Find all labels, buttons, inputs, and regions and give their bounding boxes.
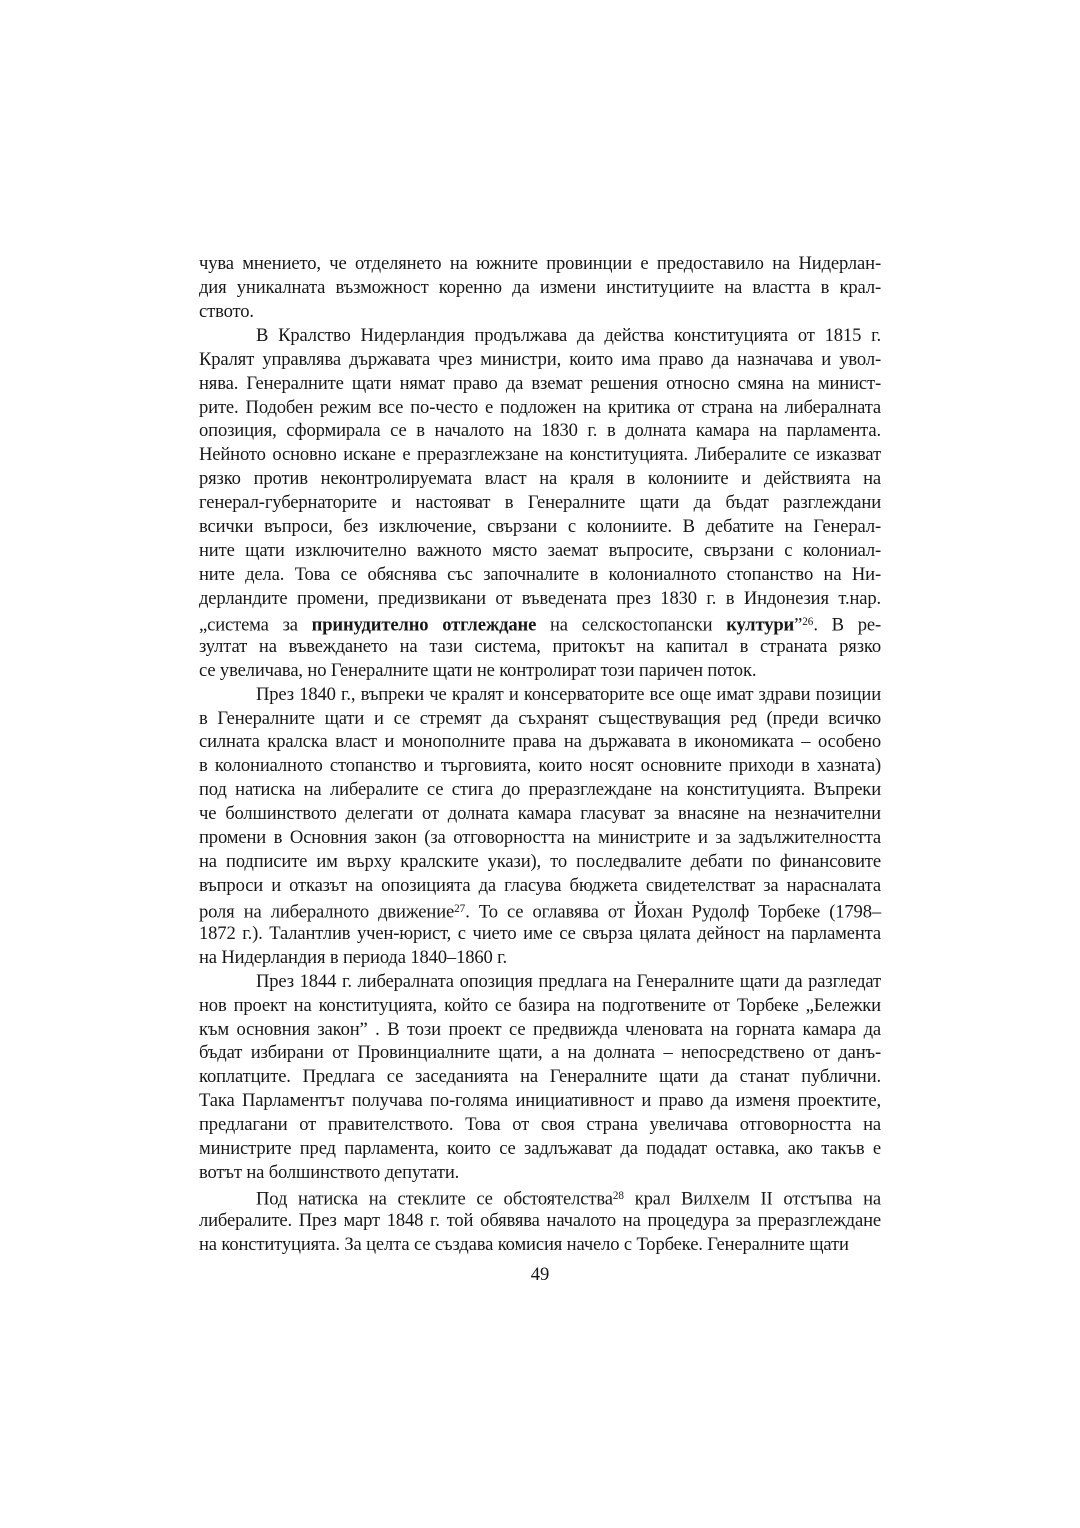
text-line-runs — [199, 1018, 881, 1042]
text-line-runs — [199, 778, 881, 802]
text-run: на селскостопански — [536, 614, 727, 636]
text-line — [199, 276, 881, 300]
page-number: 49 — [530, 1264, 550, 1285]
text-line — [199, 1113, 881, 1137]
text-line — [199, 778, 881, 802]
page-text — [199, 252, 881, 1257]
text-run: на конституцията. За целта се създава комисия начело с Торбеке. Генералните щати — [199, 1233, 849, 1255]
text-run: чува мнението, че отделянето на южните провинции е предоставило на Нидерлан- — [199, 253, 881, 274]
text-line-runs — [199, 826, 881, 850]
text-line-runs — [199, 1113, 881, 1137]
text-line-runs — [199, 300, 254, 324]
text-line-runs — [199, 1209, 881, 1233]
text-line — [199, 491, 881, 515]
text-line — [199, 707, 881, 731]
text-run: към основния закон” . В този проект се предвижда членовата на горната камара да — [199, 1018, 881, 1040]
text-line-runs — [199, 1041, 881, 1065]
text-line — [199, 1065, 881, 1089]
text-run: в колониалното стопанство и търговията, които носят основните приходи в хазната) — [199, 755, 881, 777]
text-run: ните дела. Това се обяснява със започналите в колониалното стопанство на Ни- — [199, 563, 881, 585]
text-run: Така Парламентът получава по-голяма инициативност и право да изменя проектите, — [199, 1090, 881, 1112]
text-line — [199, 539, 881, 563]
text-line — [199, 324, 881, 348]
text-line-runs — [199, 850, 881, 874]
text-run: Кралят управлява държавата чрез министри, които има право да назначава и увол- — [199, 348, 881, 370]
text-run: нява. Генералните щати нямат право да вземат решения относно смяна на минист- — [199, 372, 881, 394]
text-line-runs — [256, 1185, 881, 1212]
text-line-runs — [199, 659, 756, 683]
bold-term: култури — [726, 614, 795, 636]
text-line — [199, 1185, 881, 1209]
text-line — [199, 300, 881, 324]
text-line — [199, 467, 881, 491]
text-line-runs — [199, 372, 881, 396]
text-run: зултат на въвеждането на тази система, притокът на капитал в страната рязко — [199, 635, 881, 657]
text-line-runs — [199, 276, 881, 300]
text-line-runs — [199, 252, 881, 276]
text-run: се увеличава, но Генералните щати не контролират този паричен поток. — [199, 659, 757, 681]
text-run: . То се оглавява от Йохан Рудолф Торбеке (1798– — [465, 901, 881, 923]
text-line — [199, 419, 881, 443]
text-run: нов проект на конституцията, който се базира на подготвените от Торбеке „Бележки — [199, 994, 881, 1016]
text-line — [199, 372, 881, 396]
text-run: дерландите промени, предизвикани от въведената през 1830 г. в Индонезия т.нар. — [199, 587, 881, 609]
footnote-ref: 27 — [454, 902, 466, 915]
text-line — [199, 515, 881, 539]
text-run: ните щати изключително важното място заемат въпросите, свързани с колониал- — [199, 540, 881, 562]
text-run: либералите. През март 1848 г. той обявява началото на процедура за преразглеждане — [199, 1209, 881, 1231]
text-line-runs — [199, 1089, 881, 1113]
text-run: 1872 г.). Талантлив учен-юрист, с чието име се свърза цялата дейност на парламента — [199, 922, 881, 944]
text-line — [199, 611, 881, 635]
text-run: рите. Подобен режим все по-често е подложен на критика от страна на либералната — [199, 396, 881, 418]
text-line-runs — [199, 754, 881, 778]
text-run: на Нидерландия в периода 1840–1860 г. — [199, 946, 508, 968]
text-line — [199, 1089, 881, 1113]
text-line-runs — [199, 515, 881, 539]
text-line — [199, 1233, 881, 1257]
text-run: под натиска на либералите се стига до преразглеждане на конституцията. Въпреки — [199, 779, 881, 801]
text-line-runs — [199, 563, 881, 587]
text-run: ството. — [199, 300, 254, 322]
text-line — [199, 730, 881, 754]
text-line — [199, 994, 881, 1018]
text-line — [199, 563, 881, 587]
text-line-runs — [199, 730, 881, 754]
text-line-runs — [199, 419, 881, 443]
text-run: министрите пред парламента, които се задлъжават да подадат оставка, ако такъв е — [199, 1138, 881, 1160]
text-line-runs — [199, 898, 881, 925]
text-line — [199, 635, 881, 659]
text-run: че болшинството делегати от долната камара гласуват за внасяне на незначителни — [199, 803, 881, 825]
text-run: роля на либералното движение — [199, 901, 455, 923]
text-line-runs — [256, 683, 881, 707]
text-line — [199, 1041, 881, 1065]
footnote-ref: 28 — [612, 1189, 624, 1202]
text-line — [199, 802, 881, 826]
text-run: рязко против неконтролируемата власт на краля в колониите и действията на — [199, 468, 881, 490]
text-line — [199, 252, 881, 276]
text-line — [199, 946, 881, 970]
text-line-runs — [199, 539, 881, 563]
text-run: предлагани от правителството. Това от своя страна увеличава отговорността на — [199, 1114, 881, 1136]
text-run: въпроси и отказът на опозицията да гласува бюджета свидетелстват за нарасналата — [199, 874, 881, 896]
text-line-runs — [199, 1065, 881, 1089]
text-run: Нейното основно искане е преразглежзане на конституцията. Либералите се изказват — [199, 444, 881, 466]
text-line — [199, 1209, 881, 1233]
text-line-runs — [199, 1161, 459, 1185]
bold-term: принудително отглеждане — [311, 614, 537, 636]
text-line-runs — [199, 994, 881, 1018]
text-line-runs — [199, 348, 881, 372]
text-run: бъдат избирани от Провинциалните щати, а на долната – непосредствено от данъ- — [199, 1042, 881, 1064]
text-line — [199, 898, 881, 922]
text-line-runs — [199, 707, 881, 731]
text-run: През 1840 г., въпреки че кралят и консерваторите все още имат здрави позиции — [256, 683, 881, 705]
text-line — [199, 1161, 881, 1185]
text-line-runs — [199, 922, 881, 946]
text-line-runs — [199, 874, 881, 898]
text-line-runs — [199, 802, 881, 826]
text-run: . В ре- — [813, 614, 881, 636]
text-line — [199, 850, 881, 874]
text-line — [199, 1018, 881, 1042]
text-run: в Генералните щати и се стремят да съхранят съществуващия ред (преди всичко — [199, 707, 881, 729]
text-line — [199, 922, 881, 946]
text-line — [199, 1137, 881, 1161]
text-line-runs — [199, 443, 881, 467]
text-line — [199, 443, 881, 467]
text-line-runs — [199, 611, 881, 638]
text-line — [199, 587, 881, 611]
text-run: „система за — [199, 614, 312, 636]
text-line-runs — [199, 396, 881, 420]
text-line — [199, 396, 881, 420]
text-run: През 1844 г. либералната опозиция предлага на Генералните щати да разгледат — [256, 970, 881, 992]
text-run: Под натиска на стеклите се обстоятелства — [256, 1188, 613, 1210]
text-run: коплатците. Предлага се заседанията на Генералните щати да станат публични. — [199, 1066, 881, 1088]
text-line — [199, 348, 881, 372]
text-run: ” — [794, 614, 803, 636]
text-run: промени в Основния закон (за отговорността на министрите и за задължителността — [199, 827, 881, 849]
text-line — [199, 826, 881, 850]
text-run: на подписите им върху кралските укази), то последвалите дебати по финансовите — [199, 851, 881, 873]
text-line-runs — [256, 324, 881, 348]
text-line-runs — [199, 946, 507, 970]
text-line-runs — [199, 587, 881, 611]
text-run: В Кралство Нидерландия продължава да действа конституцията от 1815 г. — [256, 324, 881, 346]
text-run: всички въпроси, без изключение, свързани с колониите. В дебатите на Генерал- — [199, 516, 881, 538]
text-run: вотът на болшинството депутати. — [199, 1162, 460, 1184]
text-run: генерал-губернаторите и настояват в Генералните щати да бъдат разглеждани — [199, 492, 881, 514]
text-line — [199, 970, 881, 994]
text-line — [199, 683, 881, 707]
text-line-runs — [199, 1233, 849, 1257]
text-run: силната кралска власт и монополните права на държавата в икономиката – особено — [199, 731, 881, 753]
text-line-runs — [199, 1137, 881, 1161]
text-line-runs — [199, 467, 881, 491]
text-run: дия уникалната възможност коренно да измени институциите на властта в крал- — [199, 276, 881, 298]
text-run: опозиция, сформирала се в началото на 1830 г. в долната камара на парламента. — [199, 420, 881, 442]
text-line-runs — [199, 491, 881, 515]
footnote-ref: 26 — [802, 615, 814, 628]
text-line — [199, 874, 881, 898]
text-line-runs — [256, 970, 881, 994]
text-line — [199, 659, 881, 683]
text-line — [199, 754, 881, 778]
text-run: крал Вилхелм II отстъпва на — [623, 1188, 881, 1210]
text-line-runs — [199, 635, 881, 659]
